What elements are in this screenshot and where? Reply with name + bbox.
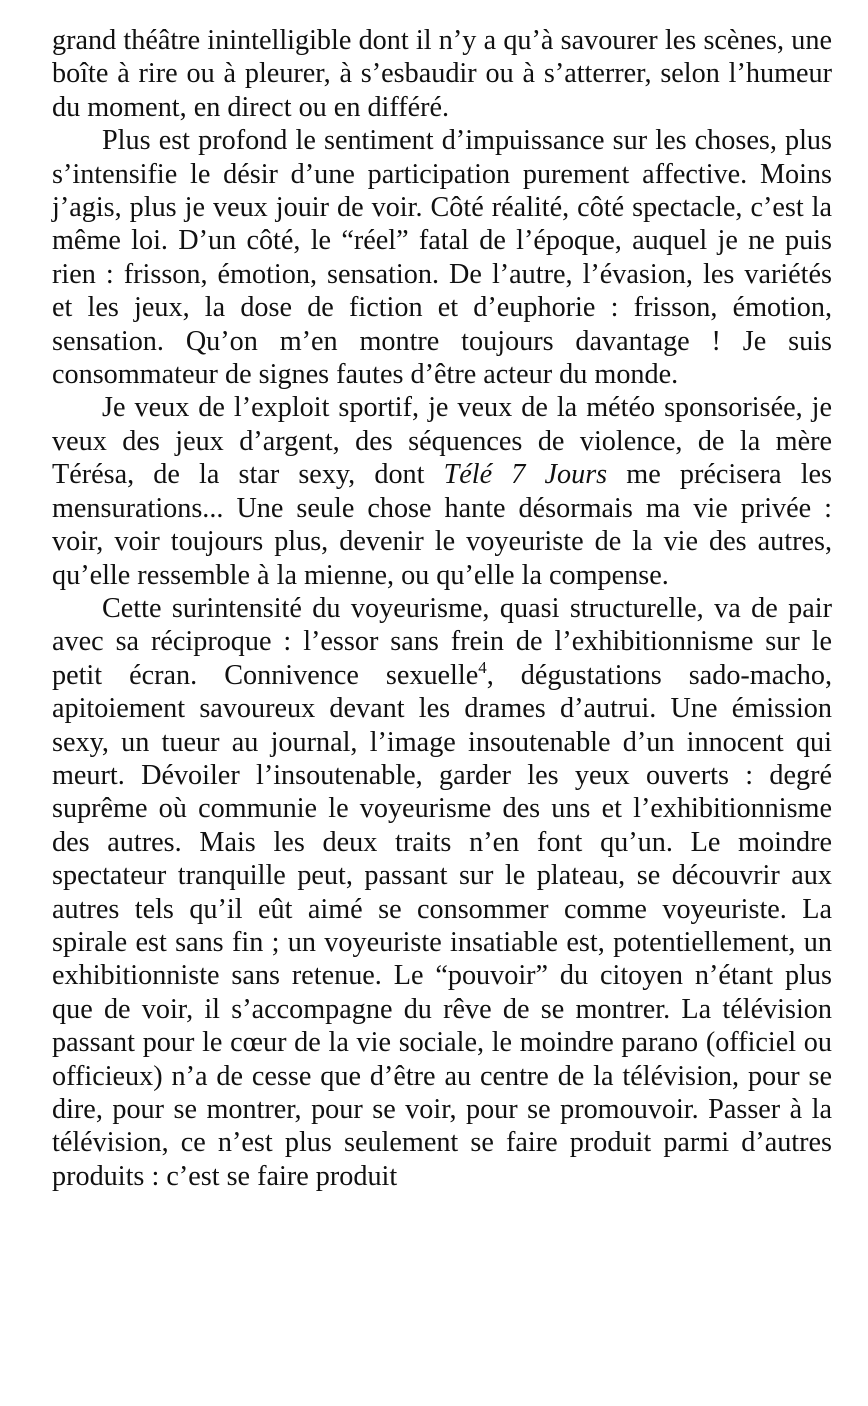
- paragraph-4-text-before: Cette surintensité du voyeurisme, quasi structurelle, va de pair avec sa réciproque : l’essor sans frein de l’exhibitionnisme sur le petit écran. Connivence sexuelle: [52, 592, 832, 691]
- document-page: [52, 24, 832, 1193]
- footnote-marker[interactable]: 4: [478, 657, 487, 677]
- paragraph-1: [52, 24, 832, 124]
- paragraph-3-text-before: Je veux de l’exploit sportif, je veux de la météo sponsorisée, je veux des jeux d’argent, des séquences de violence, de la mère Térésa, de la star sexy, dont: [52, 392, 832, 491]
- magazine-title: Télé 7 Jours: [443, 459, 608, 491]
- paragraph-4: [52, 592, 832, 1193]
- paragraph-4-text-after: , dégustations sado-macho, apitoiement savoureux devant les drames d’autrui. Une émission sexy, un tueur au journal, l’image insoutenable d’un innocent qui meurt. Dévoiler l’insoutenable, garder les yeux ouverts : degré suprême où communie le voyeurisme des uns et l’exhibitionnisme des autres. Mais les deux traits n’en font qu’un. Le moindre spectateur tranquille peut, passant sur le plateau, se découvrir aux autres tels qu’il eût aimé se consommer comme voyeuriste. La spirale est sans fin ; un voyeuriste insatiable est, potentiellement, un exhibitionniste sans retenue. Le “pouvoir” du citoyen n’étant plus que de voir, il s’accompagne du rêve de se montrer. La télévision passant pour le cœur de la vie sociale, le moindre parano (officiel ou officieux) n’a de cesse que d’être au centre de la télévision, pour se dire, pour se montrer, pour se voir, pour se promouvoir. Passer à la télévision, ce n’est plus seulement se faire produit parmi d’autres produits : c’est se faire produit: [52, 659, 832, 1192]
- paragraph-1-text: grand théâtre inintelligible dont il n’y a qu’à savourer les scènes, une boîte à rire ou à pleurer, à s’esbaudir ou à s’atterrer, selon l’humeur du moment, en direct ou en différé.: [52, 25, 832, 123]
- paragraph-3-text-after: me précisera les mensurations... Une seule chose hante désormais ma vie privée : voir, voir toujours plus, devenir le voyeuriste de la vie des autres, qu’elle ressemble à la mienne, ou qu’elle la compense.: [52, 459, 833, 591]
- paragraph-3: [52, 391, 832, 591]
- paragraph-2: [52, 124, 832, 391]
- paragraph-2-text: Plus est profond le sentiment d’impuissance sur les choses, plus s’intensifie le désir d’une participation purement affective. Moins j’agis, plus je veux jouir de voir. Côté réalité, côté spectacle, c’est la même loi. D’un côté, le “réel” fatal de l’époque, auquel je ne puis rien : frisson, émotion, sensation. De l’autre, l’évasion, les variétés et les jeux, la dose de fiction et d’euphorie : frisson, émotion, sensation. Qu’on m’en montre toujours davantage ! Je suis consommateur de signes fautes d’être acteur du monde.: [52, 125, 832, 391]
